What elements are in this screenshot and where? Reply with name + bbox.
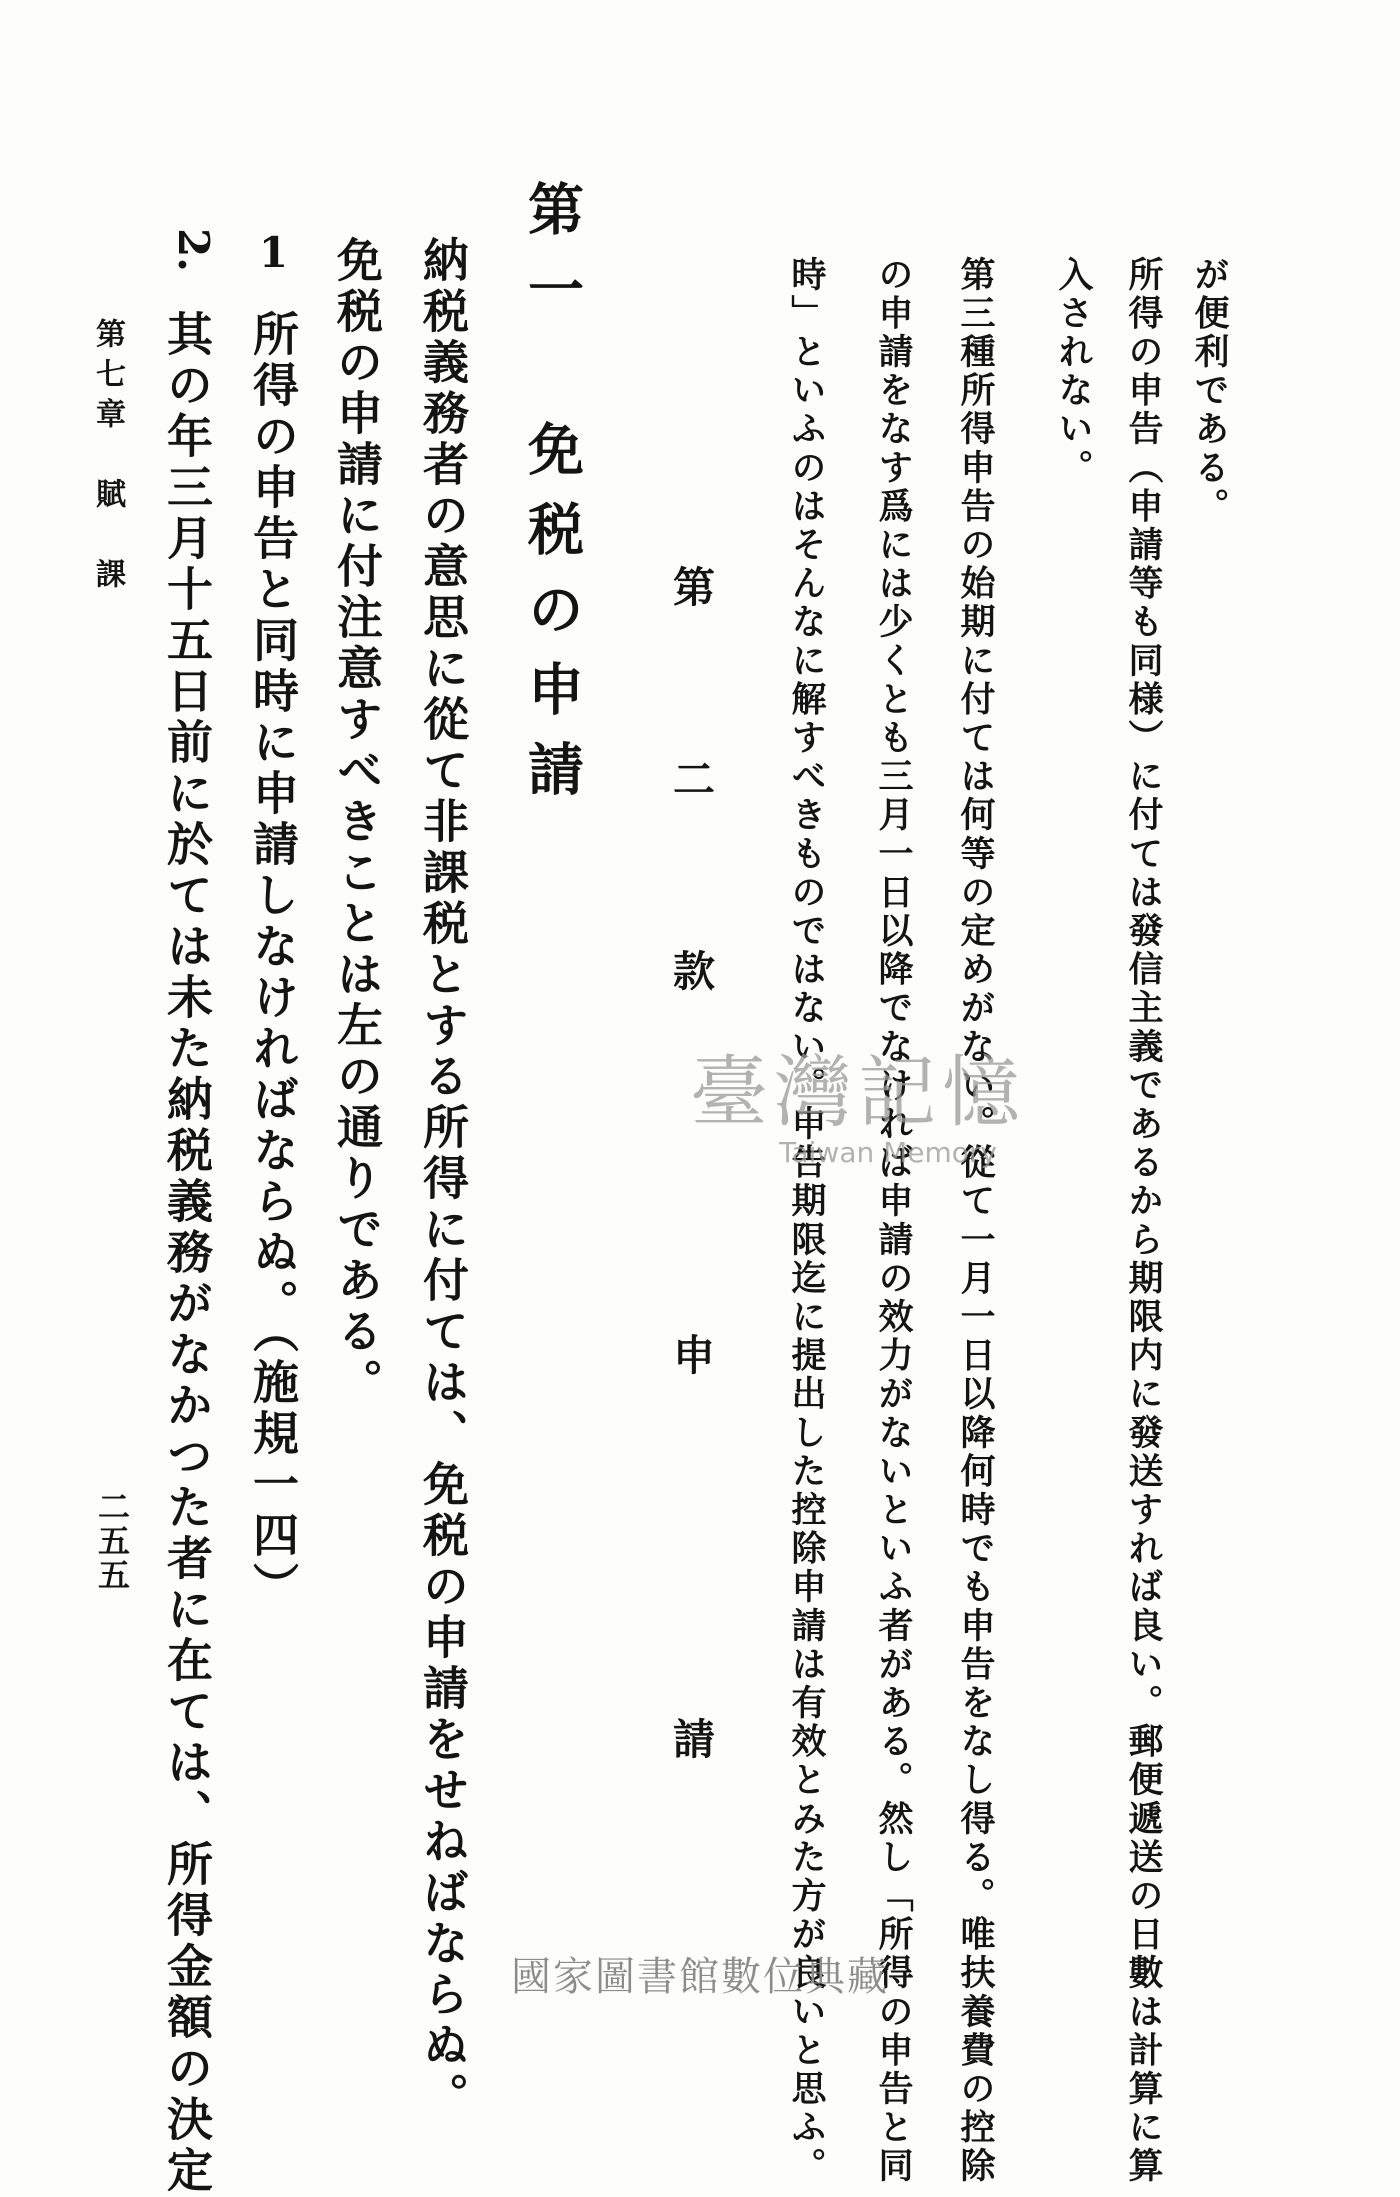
item-2-number: 2. [169,228,218,272]
watermark-main-text: 臺灣記憶 [690,1048,1027,1138]
item-1-number: 1 [249,228,298,277]
text-column-5: の申請をなす爲には少くとも三月一日以降でなければ申請の效力がないといふ者がある。然し「所得の申告と同 [873,256,914,2186]
text-column-1: が便利である。 [1189,256,1230,527]
item-1-text: 所得の申告と同時に申請しなければならぬ。（施規一四） [246,310,300,1613]
text-column-2: 所得の申告（申請等も同様）に付ては發信主義であるから期限内に發送すれば良い。郵便遞送の日數は計算に算 [1123,256,1164,2186]
watermark-logo [690,1030,1026,1169]
watermark-sub-text: Taiwan Memory [779,1136,997,1169]
item-2-text: 其の年三月十五日前に於ては未た納税義務がなかつた者に在ては、所得金額の決定 [160,310,214,2197]
subsection-heading: 第一 免税の申請 [519,180,585,820]
section-heading: 第二款 申 請 [667,565,716,1909]
footer-credit: 國家圖書館數位典藏 [511,1954,889,2000]
paragraph-1: 納税義務者の意思に從て非課税とする所得に付ては、免税の申請をせねばならぬ。 [416,236,470,2123]
text-column-4: 第三種所得申告の始期に付ては何等の定めがない。從て一月一日以降何時でも申告をなし得る。唯扶養費の控除 [955,256,996,2186]
running-head: 第七章 賦 課 [90,318,125,598]
text-column-6: 時」といふのはそんなに解すべきものではない。申告期限迄に提出した控除申請は有效とみた方が良いと思ふ。 [786,256,827,2186]
paragraph-2: 免税の申請に付注意すべきことは左の通りである。 [330,236,384,1409]
text-column-3: 入されない。 [1053,256,1094,488]
page-number: 二五五 [93,1490,131,1592]
